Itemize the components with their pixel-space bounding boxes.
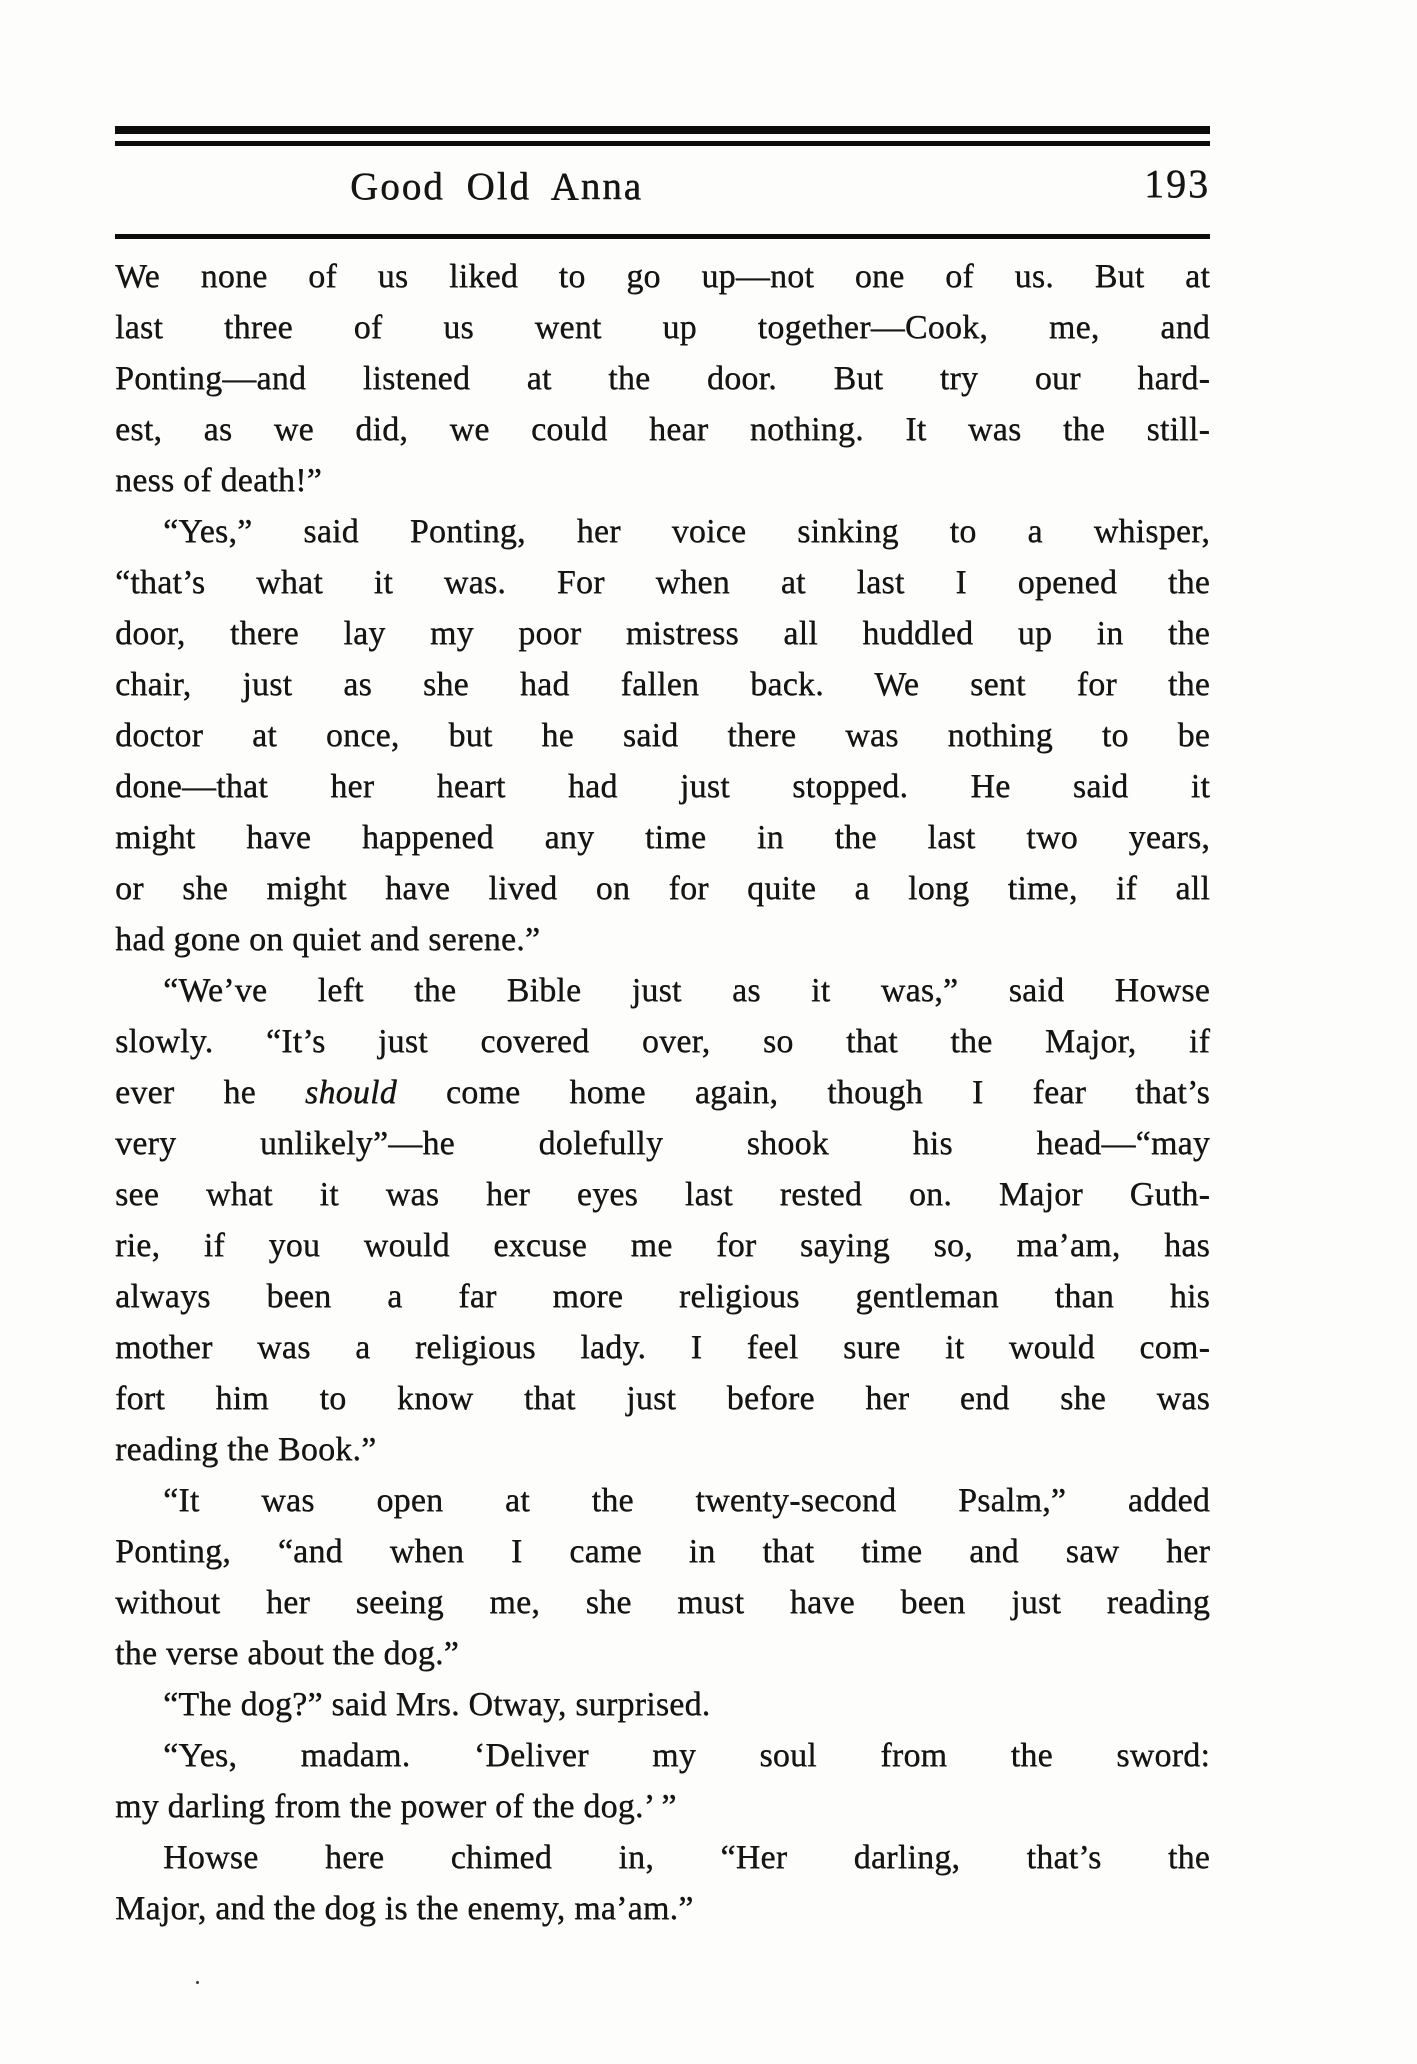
text-line: very unlikely”—he dolefully shook his head—“may: [115, 1125, 1210, 1162]
text-line: mother was a religious lady. I feel sure it would com-: [115, 1329, 1210, 1366]
header-bottom-rule: [115, 234, 1210, 239]
text-line: reading the Book.”: [115, 1431, 377, 1468]
text-line: We none of us liked to go up—not one of us. But at: [115, 258, 1210, 295]
text-line: doctor at once, but he said there was nothing to be: [115, 717, 1210, 754]
text-line: est, as we did, we could hear nothing. It was the still-: [115, 411, 1210, 448]
text-line: ness of death!”: [115, 462, 322, 499]
text-line: always been a far more religious gentleman than his: [115, 1278, 1210, 1315]
text-line: done—that her heart had just stopped. He said it: [115, 768, 1210, 805]
text-line: the verse about the dog.”: [115, 1635, 459, 1672]
text-line: Howse here chimed in, “Her darling, that’s the: [163, 1839, 1210, 1876]
page-title: Good Old Anna: [350, 165, 643, 208]
text-line: “that’s what it was. For when at last I opened the: [115, 564, 1210, 601]
text-line: “It was open at the twenty-second Psalm,” added: [163, 1482, 1210, 1519]
text-line: chair, just as she had fallen back. We sent for the: [115, 666, 1210, 703]
text-line: had gone on quiet and serene.”: [115, 921, 541, 958]
text-line: without her seeing me, she must have been just reading: [115, 1584, 1210, 1621]
text-line: see what it was her eyes last rested on. Major Guth-: [115, 1176, 1210, 1213]
header-top-rule-thick: [115, 126, 1210, 134]
text-line: ever he should come home again, though I fear that’s: [115, 1074, 1210, 1111]
scan-artifact-speck: [196, 1981, 199, 1984]
text-line: Major, and the dog is the enemy, ma’am.”: [115, 1890, 694, 1927]
text-line: my darling from the power of the dog.’ ”: [115, 1788, 677, 1825]
text-line: rie, if you would excuse me for saying so, ma’am, has: [115, 1227, 1210, 1264]
text-line: Ponting, “and when I came in that time and saw her: [115, 1533, 1210, 1570]
running-header: [115, 146, 1210, 234]
text-line: “We’ve left the Bible just as it was,” said Howse: [163, 972, 1210, 1009]
page-number: 193: [1144, 161, 1210, 206]
text-line: door, there lay my poor mistress all huddled up in the: [115, 615, 1210, 652]
text-line: might have happened any time in the last two years,: [115, 819, 1210, 856]
text-line: last three of us went up together—Cook, me, and: [115, 309, 1210, 346]
text-line: slowly. “It’s just covered over, so that the Major, if: [115, 1023, 1210, 1060]
text-line: fort him to know that just before her end she was: [115, 1380, 1210, 1417]
page-text: [115, 251, 1210, 1934]
text-line: “The dog?” said Mrs. Otway, surprised.: [163, 1686, 711, 1723]
text-line: “Yes,” said Ponting, her voice sinking to a whisper,: [163, 513, 1210, 550]
text-line: Ponting—and listened at the door. But try our hard-: [115, 360, 1210, 397]
text-line: or she might have lived on for quite a long time, if all: [115, 870, 1210, 907]
text-line: “Yes, madam. ‘Deliver my soul from the sword:: [163, 1737, 1210, 1774]
